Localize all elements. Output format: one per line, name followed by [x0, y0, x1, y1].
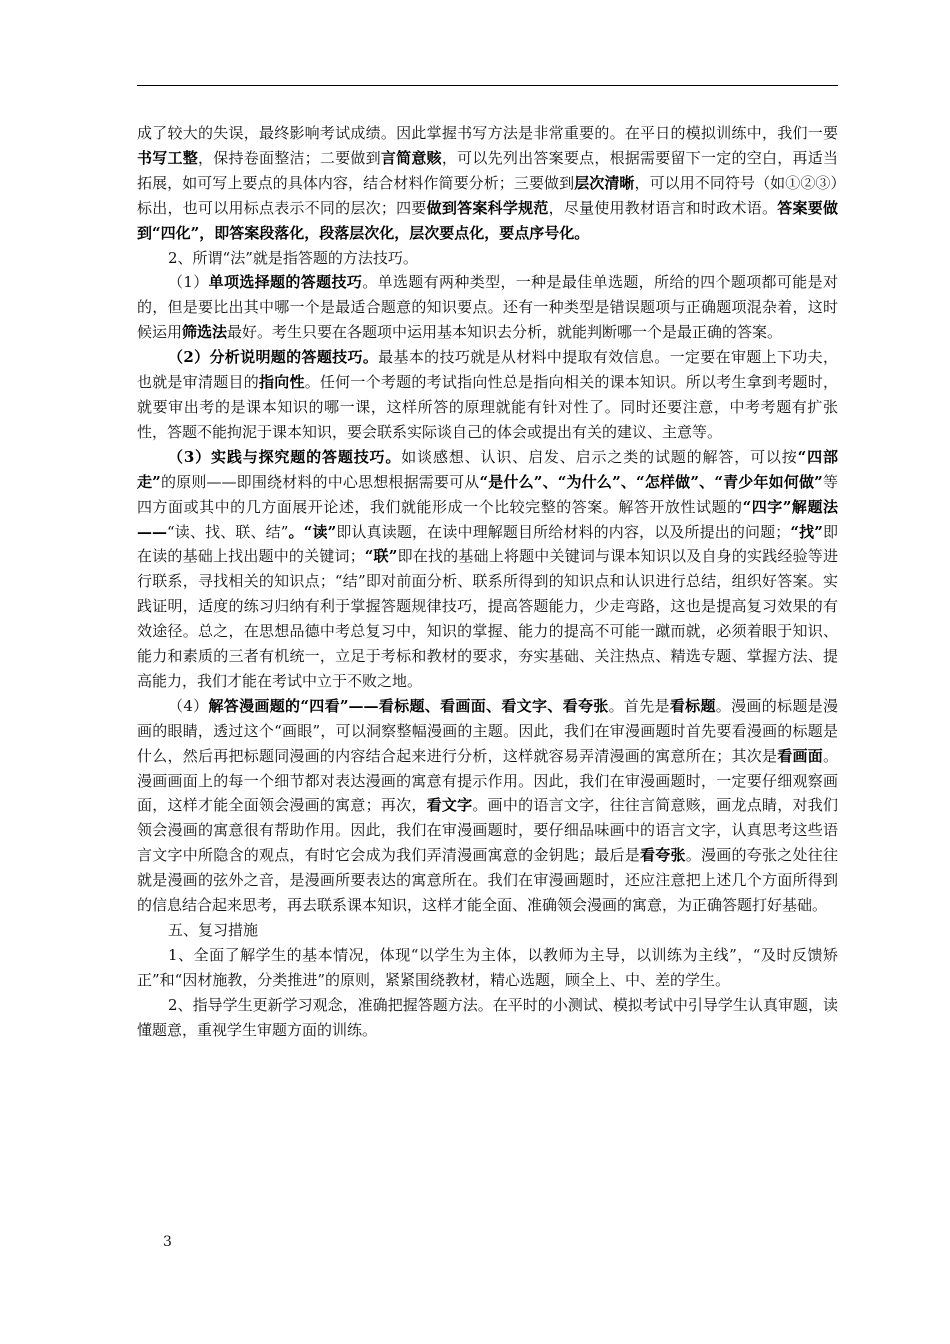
text-run: 。漫画的夸张之处往往就是漫画的弦外之音，是漫画所要表达的寓意所在。我们在审漫画题时，还应注意把上述几个方面所得到的信息结合起来思考，再去联系课本知识，这样才能全面、准确领会漫画的寓意，为正确答题打好基础。 — [137, 846, 838, 915]
text-run: ，保持卷面整洁；二要做到 — [197, 148, 381, 167]
bold-text: 单项选择题的答题技巧 — [208, 273, 363, 292]
bold-text: （3）实践与探究题的答题技巧。 — [168, 447, 402, 466]
paragraph — [137, 345, 838, 445]
text-run: 1、全面了解学生的基本情况，体现“以学生为主体，以教师为主导，以训练为主线”，“及时反馈矫正”和“因材施教，分类推进”的原则，紧紧围绕教材，精心选题，顾全上、中、差的学生。 — [137, 945, 838, 989]
bold-text: “联” — [364, 547, 398, 566]
paragraph — [137, 918, 838, 943]
bold-text: 解答漫画题的“四看”——看标题、看画面、看文字、看夸张 — [208, 696, 609, 715]
text-run: 。首先是 — [608, 696, 670, 715]
document-body — [137, 121, 838, 1043]
paragraph — [137, 121, 838, 246]
paragraph — [137, 445, 838, 694]
bold-text: 。“读” — [288, 522, 337, 541]
bold-text: 言简意赅 — [380, 148, 442, 167]
text-run: 2、所谓“法”就是指答题的方法技巧。 — [168, 248, 418, 267]
bold-text: “是什么”、“为什么”、“怎样做”、“青少年如何做” — [479, 472, 823, 491]
text-run: 。漫画画面上的每一个细节都对表达漫画的寓意有提示作用。因此，我们在审漫画题时，一定要仔细观察画面，这样才能全面领会漫画的寓意；再次， — [137, 746, 838, 815]
bold-text: 书写工整 — [137, 148, 198, 167]
paragraph — [137, 246, 838, 271]
text-run: 最基本的技巧就是从材料中提取有效信息。一定要在审题上下功夫，也就是审清题目的 — [137, 348, 838, 392]
paragraph — [137, 943, 838, 993]
text-run: 即在找的基础上将题中关键词与课本知识以及自身的实践经验等进行联系，寻找相关的知识点；“结”即对前面分析、联系所得到的知识点和认识进行总结，组织好答案。实践证明，适度的练习归纳有利于掌握答题规律技巧，提高答题能力，少走弯路，这也是提高复习效果的有效途径。总之，在思想品德中考总复习中，知识的掌握、能力的提高不可能一蹴而就，必须着眼于知识、能力和素质的三者有机统一，立足于考标和教材的要求，夯实基础、关注热点、精选专题、掌握方法、提高能力，我们才能在考试中立于不败之地。 — [137, 547, 838, 690]
text-run: “读、找、联、结” — [167, 522, 289, 541]
bold-text: 看夸张 — [640, 846, 686, 865]
text-run: （1） — [168, 273, 209, 292]
bold-text: 做到答案科学规范 — [426, 198, 549, 217]
bold-text: 指向性 — [258, 373, 305, 392]
text-run: 五、复习措施 — [168, 921, 259, 939]
text-run: ，可以用不同符号（如①②③）标出，也可以用标点表示不同的层次；四要 — [137, 173, 838, 217]
text-run: 。任何一个考题的考试指向性总是指向相关的课本知识。所以考生拿到考题时，就要审出考的是课本知识的哪一课，这样所答的原理就能有针对性了。同时还要注意，中考考题有扩张性，答题不能拘泥于课本知识，要会联系实际谈自己的体会或提出有关的建议、主意等。 — [137, 373, 838, 441]
text-run: 如谈感想、认识、启发、启示之类的试题的解答，可以按 — [401, 447, 798, 466]
paragraph — [137, 993, 838, 1043]
text-run: 最好。考生只要在各题项中运用基本知识去分析，就能判断哪一个是最正确的答案。 — [227, 323, 783, 342]
text-run: 的原则——即围绕材料的中心思想根据需要可从 — [160, 472, 480, 491]
bold-text: 看文字 — [426, 796, 473, 815]
bold-text: 看标题 — [669, 696, 716, 715]
page-number: 3 — [163, 1234, 172, 1250]
text-run: ，尽量使用教材语言和时政术语。 — [548, 198, 778, 217]
text-run: 即在读的基础上找出题中的关键词； — [137, 522, 838, 566]
bold-text: （2）分析说明题的答题技巧。 — [168, 348, 379, 367]
text-run: 即认真读题，在读中理解题目所给材料的内容，以及所提出的问题； — [336, 522, 791, 541]
bold-text: “四部走” — [137, 447, 838, 491]
text-run: 2、指导学生更新学习观念，准确把握答题方法。在平时的小测试、模拟考试中引导学生认真审题，读懂题意，重视学生审题方面的训练。 — [137, 995, 838, 1039]
text-run: 。单选题有两种类型，一种是最佳单选题，所给的四个题项都可能是对的，但是要比出其中哪一个是最适合题意的知识要点。还有一种类型是错误题项与正确题项混杂着，这时候运用 — [137, 273, 838, 342]
bold-text: “四字”解题法—— — [137, 497, 838, 541]
text-run: 等四方面或其中的几方面展开论述，我们就能形成一个比较完整的答案。解答开放性试题的 — [137, 472, 838, 516]
bold-text: “找” — [790, 522, 823, 541]
text-run: 。画中的语言文字，往往言简意赅，画龙点睛，对我们领会漫画的寓意很有帮助作用。因此，我们在审漫画题时，要仔细品味画中的语言文字，认真思考这些语言文字中所隐含的观点，有时它会成为我们弄清漫画寓意的金钥匙；最后是 — [137, 796, 838, 865]
bold-text: 筛选法 — [182, 323, 228, 342]
text-run: 成了较大的失误，最终影响考试成绩。因此掌握书写方法是非常重要的。在平日的模拟训练中，我们一要 — [137, 124, 838, 142]
bold-text: 答案要做到“四化”，即答案段落化，段落层次化，层次要点化，要点序号化。 — [137, 198, 838, 242]
text-run: 。漫画的标题是漫画的眼睛，透过这个“画眼”，可以洞察整幅漫画的主题。因此，我们在审漫画题时首先要看漫画的标题是什么，然后再把标题同漫画的内容结合起来进行分析，这样就容易弄清漫画的寓意所在；其次是 — [137, 696, 838, 765]
bold-text: 层次清晰 — [574, 173, 635, 192]
text-run: （4） — [168, 696, 209, 715]
paragraph — [137, 270, 838, 345]
header-rule — [137, 85, 838, 86]
bold-text: 看画面 — [777, 746, 823, 765]
text-run: ，可以先列出答案要点，根据需要留下一定的空白，再适当拓展，如可写上要点的具体内容，结合材料作简要分析；三要做到 — [137, 148, 838, 192]
paragraph — [137, 694, 838, 918]
